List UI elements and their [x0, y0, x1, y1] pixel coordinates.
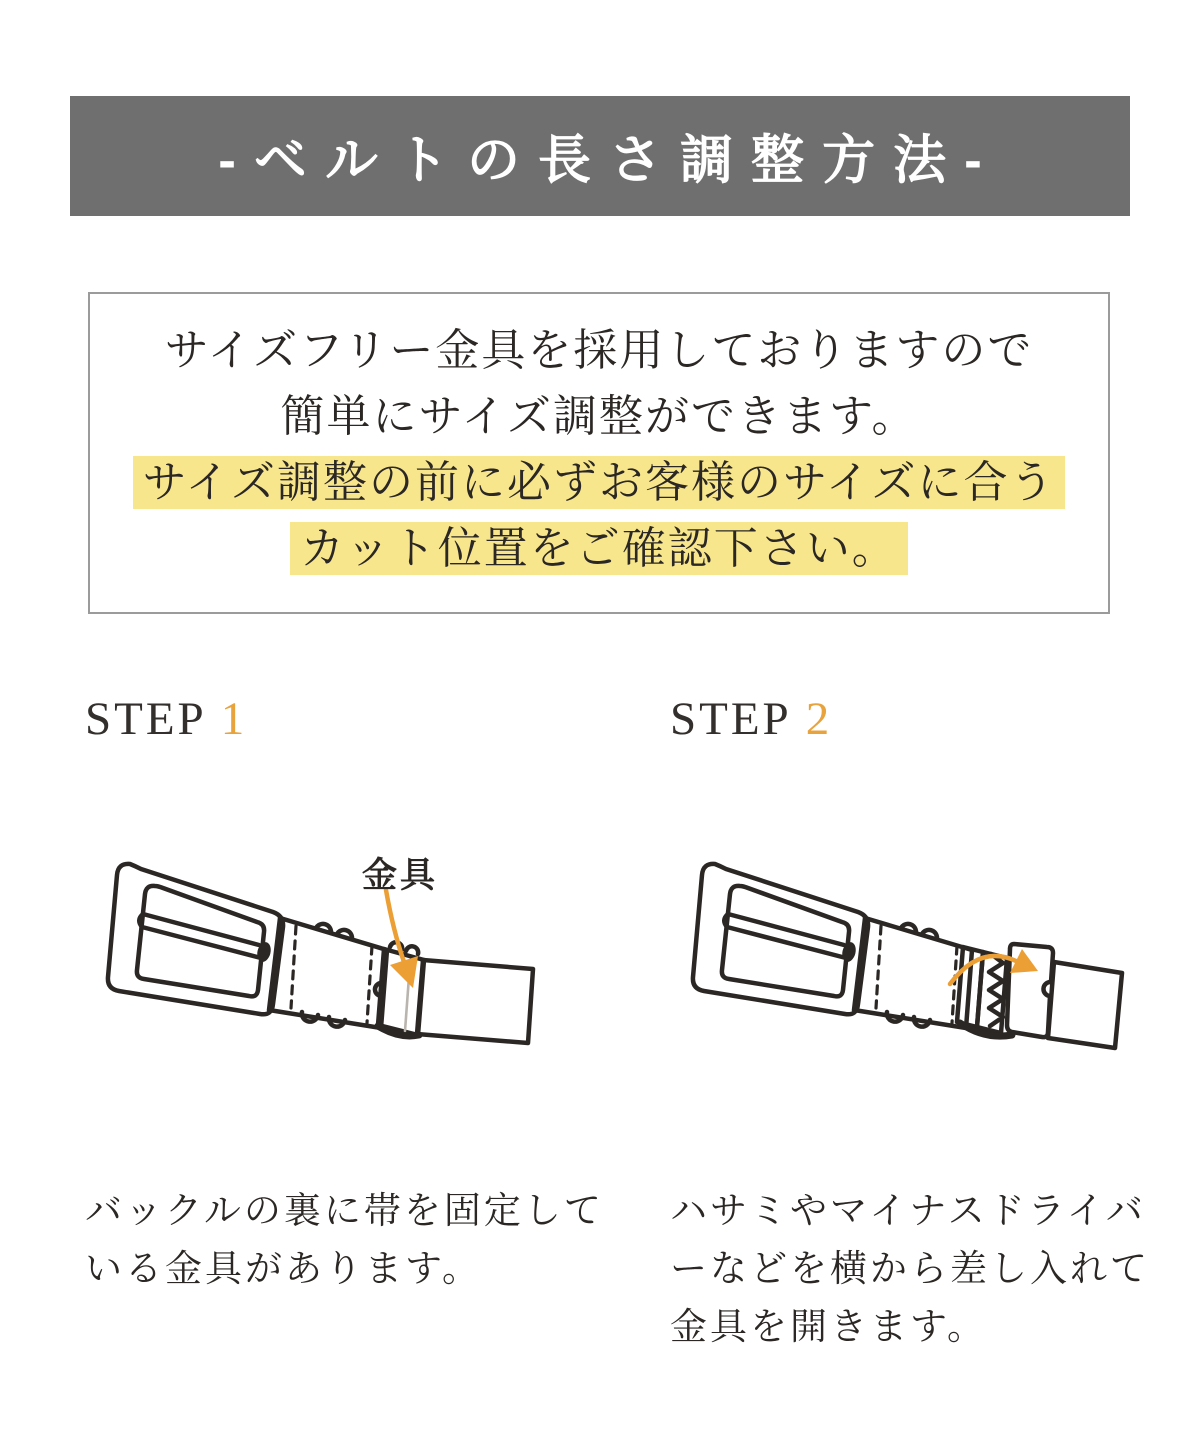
belt-tail [417, 960, 533, 1043]
notice-box [88, 292, 1110, 614]
belt-buckle [108, 864, 283, 1014]
step2-heading: STEP 2 [670, 693, 833, 745]
notice-line: 簡単にサイズ調整ができます。 [280, 392, 918, 441]
step2-number: 2 [805, 693, 833, 745]
belt-tail [1048, 962, 1122, 1048]
belt-buckle [693, 864, 868, 1014]
step1-description: バックルの裏に帯を固定して いる金具があります。 [85, 1190, 604, 1289]
clasp-callout-label: 金具 [362, 856, 439, 895]
header-banner [70, 96, 1130, 216]
belt-illustration-step1 [75, 842, 600, 1114]
belt-strap [854, 918, 972, 1028]
belt-illustration-step2 [660, 842, 1185, 1114]
notice-line: サイズフリー金具を採用しておりますので [164, 326, 1034, 375]
buckle-prong [139, 914, 261, 958]
step1-heading: STEP 1 [85, 693, 248, 745]
notice-line-highlighted: カット位置をご確認下さい。 [90, 516, 1108, 582]
notice-line-highlighted: サイズ調整の前に必ずお客様のサイズに合う [90, 450, 1108, 516]
clasp-teeth [989, 954, 1003, 1026]
belt-strap [269, 918, 387, 1028]
page-title: -ベルトの長さ調整方法- [218, 131, 1000, 190]
step1-number: 1 [220, 693, 248, 745]
step2-description: ハサミやマイナスドライバ ーなどを横から差し入れて 金具を開きます。 [670, 1190, 1150, 1347]
buckle-prong [724, 914, 846, 958]
down-arrow-icon [386, 890, 418, 988]
